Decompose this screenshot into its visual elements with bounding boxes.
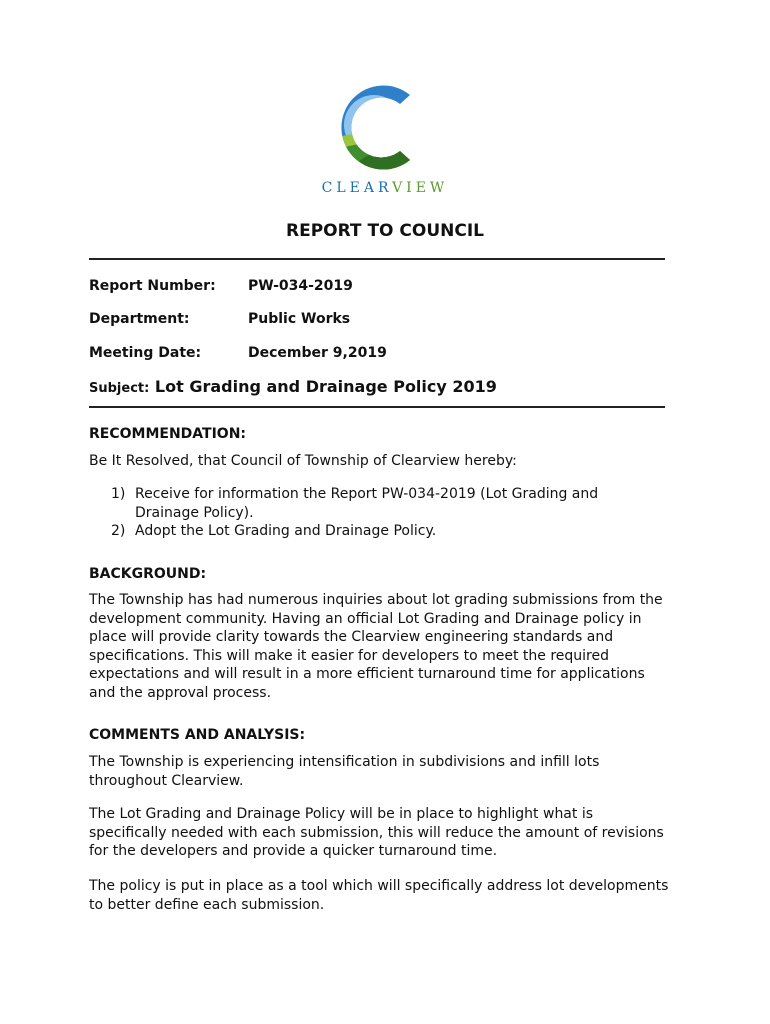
background-heading: BACKGROUND: [89,566,207,582]
department-label: Department: [89,311,190,327]
report-number-label: Report Number: [89,278,216,294]
clearview-logo [330,85,430,170]
organization-name: CLEARVIEW [321,180,449,196]
subject-value: Lot Grading and Drainage Policy 2019 [154,377,497,396]
header-top-divider [89,258,665,260]
list-item-text: Receive for information the Report PW-034-2019 (Lot Grading and Drainage Policy). [135,486,599,521]
subject-line [89,377,497,396]
comments-paragraph: The policy is put in place as a tool which will specifically address lot developments to better define each submission. [89,878,669,913]
department-value: Public Works [248,311,351,327]
recommendation-heading: RECOMMENDATION: [89,426,247,442]
list-item-number: 1) [111,486,126,502]
subject-label: Subject: [89,381,150,396]
report-number-value: PW-034-2019 [248,278,353,294]
list-item-text: Adopt the Lot Grading and Drainage Policy. [135,523,437,539]
meeting-date-value: December 9,2019 [248,345,387,361]
comments-paragraph: The Lot Grading and Drainage Policy will be in place to highlight what is specifically needed with each submission, this will reduce the amount of revisions for the developers and provide a quicker turnaround time. [89,806,664,859]
comments-heading: COMMENTS AND ANALYSIS: [89,727,306,743]
list-item [89,485,659,522]
recommendation-list [89,485,659,541]
meeting-date-label: Meeting Date: [89,345,202,361]
report-title: REPORT TO COUNCIL [285,221,484,241]
comments-paragraph: The Township is experiencing intensification in subdivisions and infill lots throughout Clearview. [89,754,600,789]
list-item [89,522,659,541]
list-item-number: 2) [111,523,126,539]
background-paragraph: The Township has had numerous inquiries about lot grading submissions from the development community. Having an official Lot Grading and Drainage policy in place will provide clarity towards the Clearview engineering standards and specifications. This will make it easier for developers to meet the required expectations and will result in a more efficient turnaround time for applications and the approval process. [89,592,663,701]
header-bottom-divider [89,406,665,408]
recommendation-intro: Be It Resolved, that Council of Township of Clearview hereby: [89,453,517,469]
